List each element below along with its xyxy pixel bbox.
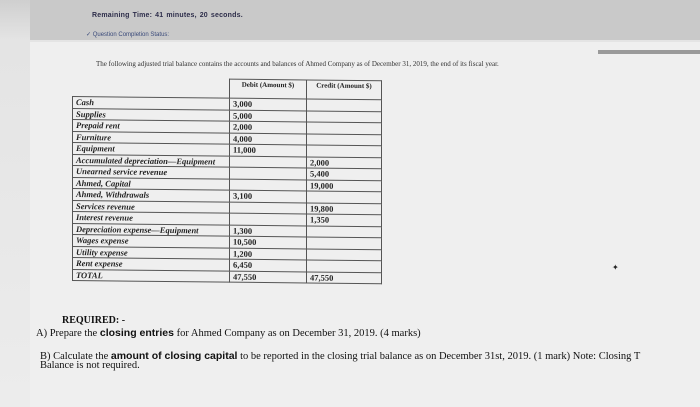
question-intro: The following adjusted trial balance contains the accounts and balances of Ahmed Company as of December 31, 2019, the end of its fiscal year. bbox=[96, 60, 499, 68]
timer-word: Remaining bbox=[92, 12, 130, 19]
debit-cell bbox=[230, 156, 307, 168]
debit-cell: 4,000 bbox=[230, 133, 307, 145]
account-cell: Prepaid rent bbox=[73, 120, 230, 133]
question-b-suffix: to be reported in the closing trial balance as on December 31st, 2019. (1 mark) Note: Closing T bbox=[237, 351, 641, 362]
debit-cell: 47,550 bbox=[230, 271, 307, 283]
timer-minutes: 41 bbox=[155, 12, 164, 19]
credit-cell bbox=[307, 145, 382, 157]
debit-cell: 5,000 bbox=[230, 110, 307, 122]
debit-cell: 6,450 bbox=[230, 259, 307, 271]
account-cell: Equipment bbox=[73, 143, 230, 156]
account-cell: Cash bbox=[73, 97, 230, 110]
account-cell: Accumulated depreciation—Equipment bbox=[73, 154, 230, 167]
credit-cell bbox=[307, 225, 382, 237]
debit-cell: 1,300 bbox=[230, 225, 307, 237]
remaining-time bbox=[92, 12, 246, 19]
debit-cell bbox=[230, 179, 307, 191]
debit-cell: 10,500 bbox=[230, 236, 307, 248]
debit-cell bbox=[230, 202, 307, 214]
mouse-cursor-icon: ✦ bbox=[612, 263, 619, 272]
question-b-line2: Balance is not required. bbox=[40, 360, 140, 371]
timer-word: minutes, bbox=[166, 12, 197, 19]
debit-cell bbox=[230, 167, 307, 179]
account-cell: Depreciation expense—Equipment bbox=[73, 223, 230, 236]
debit-cell: 11,000 bbox=[230, 144, 307, 156]
divider bbox=[598, 50, 700, 54]
credit-cell bbox=[307, 191, 382, 203]
question-completion-status[interactable]: ✓ Question Completion Status: bbox=[86, 32, 170, 38]
account-cell: Furniture bbox=[73, 131, 230, 144]
credit-cell: 1,350 bbox=[307, 214, 382, 226]
question-a-bold: closing entries bbox=[99, 327, 174, 339]
account-cell: Interest revenue bbox=[73, 212, 230, 225]
debit-cell: 3,000 bbox=[230, 98, 307, 110]
account-cell: TOTAL bbox=[73, 269, 230, 282]
account-cell: Ahmed, Capital bbox=[73, 177, 230, 190]
trial-balance-table bbox=[72, 77, 382, 284]
question-b-bold: amount of closing capital bbox=[110, 350, 238, 362]
account-cell: Unearned service revenue bbox=[73, 166, 230, 179]
debit-cell: 1,200 bbox=[230, 248, 307, 260]
credit-cell bbox=[307, 110, 382, 122]
credit-cell: 5,400 bbox=[307, 168, 382, 180]
timer-word: Time: bbox=[132, 12, 153, 19]
debit-cell: 3,100 bbox=[230, 190, 307, 202]
credit-cell: 47,550 bbox=[307, 271, 382, 283]
account-cell: Rent expense bbox=[73, 258, 230, 271]
account-cell: Services revenue bbox=[73, 200, 230, 213]
debit-cell bbox=[230, 213, 307, 225]
question-a bbox=[36, 327, 421, 339]
credit-cell: 19,000 bbox=[307, 179, 382, 191]
account-cell: Wages expense bbox=[73, 235, 230, 248]
account-cell: Ahmed, Withdrawals bbox=[73, 189, 230, 202]
question-a-suffix: for Ahmed Company as on December 31, 2019. (4 marks) bbox=[173, 328, 421, 339]
timer-word: seconds. bbox=[210, 12, 243, 19]
debit-cell: 2,000 bbox=[230, 121, 307, 133]
credit-cell bbox=[307, 133, 382, 145]
question-b-prefix: B) Calculate the bbox=[40, 351, 111, 362]
account-cell: Supplies bbox=[73, 108, 230, 121]
credit-cell bbox=[307, 99, 382, 111]
credit-cell bbox=[307, 237, 382, 249]
credit-cell: 19,800 bbox=[307, 202, 382, 214]
timer-seconds: 20 bbox=[199, 12, 208, 19]
credit-cell bbox=[307, 248, 382, 260]
header-account bbox=[73, 78, 230, 99]
credit-cell bbox=[307, 122, 382, 134]
question-a-prefix: A) Prepare the bbox=[36, 328, 100, 339]
header-debit: Debit (Amount $) bbox=[230, 79, 307, 99]
credit-cell: 2,000 bbox=[307, 156, 382, 168]
credit-cell bbox=[307, 260, 382, 272]
required-heading: REQUIRED: - bbox=[62, 315, 126, 326]
header-credit: Credit (Amount $) bbox=[307, 80, 382, 100]
account-cell: Utility expense bbox=[73, 246, 230, 259]
